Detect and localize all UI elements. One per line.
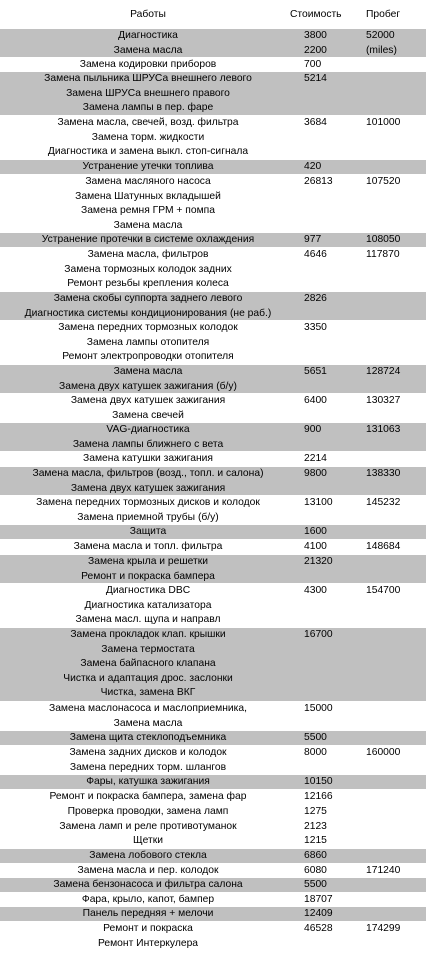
- mileage-cell: 148684: [366, 541, 401, 552]
- cost-cell: 5214: [304, 73, 327, 84]
- mileage-cell: 171240: [366, 865, 401, 876]
- mileage-cell: 145232: [366, 497, 401, 508]
- work-cell: Замена ремня ГРМ + помпа: [80, 205, 215, 217]
- cost-cell: 4646: [304, 249, 327, 260]
- row-line: [0, 893, 426, 908]
- cost-cell: 2123: [304, 821, 327, 832]
- row-line: [0, 834, 426, 849]
- work-cell: Замена задних дисков и колодок: [69, 747, 227, 758]
- header-cost: Стоимость: [290, 9, 342, 20]
- table-row: [0, 175, 426, 233]
- work-cell: Панель передняя + мелочи: [82, 908, 214, 919]
- table-row: [0, 922, 426, 950]
- work-cell: Замена Шатунных вкладышей: [75, 190, 221, 202]
- row-line: [0, 467, 426, 482]
- work-cell: Ремонт и покраска бампера: [81, 570, 215, 582]
- row-line: [0, 116, 426, 131]
- cost-cell: 5500: [304, 732, 327, 743]
- row-line: [0, 790, 426, 805]
- work-cell: Замена масла и топл. фильтра: [73, 541, 223, 552]
- work-cell: Ремонт и покраска бампера, замена фар: [49, 791, 247, 802]
- table-row: [0, 907, 426, 921]
- table-row: [0, 584, 426, 627]
- work-cell: Замена скобы суппорта заднего левого: [53, 293, 243, 304]
- table-row: [0, 834, 426, 848]
- row-line: [0, 878, 426, 893]
- row-line: [0, 937, 426, 952]
- cost-cell: 2200: [304, 44, 327, 56]
- work-cell: Ремонт электропроводки отопителя: [62, 351, 234, 363]
- work-cell: Замена тормозных колодок задних: [64, 263, 232, 275]
- row-line: [0, 58, 426, 73]
- work-cell: Замена передних торм. шлангов: [69, 761, 227, 773]
- table-row: [0, 423, 426, 451]
- row-line: [0, 131, 426, 146]
- row-line: [0, 307, 426, 322]
- table-row: [0, 805, 426, 819]
- row-line: [0, 775, 426, 790]
- row-line: [0, 72, 426, 87]
- row-line: [0, 922, 426, 937]
- row-line: [0, 160, 426, 175]
- mileage-cell: 130327: [366, 395, 401, 406]
- cost-cell: 1600: [304, 526, 327, 537]
- mileage-cell: 117870: [366, 249, 400, 260]
- cost-cell: 4300: [304, 585, 327, 596]
- work-cell: Диагностика и замена выкл. стоп-сигнала: [47, 146, 249, 158]
- work-cell: Замена масла и пер. колодок: [77, 865, 219, 876]
- row-line: [0, 336, 426, 351]
- row-line: [0, 380, 426, 395]
- work-cell: Замена бензонасоса и фильтра салона: [53, 879, 243, 890]
- work-cell: Ремонт Интеркулера: [97, 937, 199, 949]
- table-row: [0, 496, 426, 524]
- work-cell: Замена масла: [113, 44, 183, 56]
- work-cell: Замена ШРУСа внешнего правого: [66, 87, 230, 99]
- row-line: [0, 613, 426, 628]
- cost-cell: 15000: [304, 703, 333, 714]
- table-row: [0, 467, 426, 495]
- cost-cell: 900: [304, 424, 322, 435]
- mileage-cell: 101000: [366, 117, 401, 128]
- table-row: [0, 878, 426, 892]
- row-line: [0, 555, 426, 570]
- work-cell: Замена масла: [113, 366, 183, 377]
- row-line: [0, 702, 426, 717]
- cost-cell: 13100: [304, 497, 333, 508]
- cost-cell: 6080: [304, 865, 327, 876]
- work-cell: Замена лампы отопителя: [86, 336, 210, 348]
- row-line: [0, 849, 426, 864]
- work-cell: Замена масла: [113, 219, 183, 231]
- work-cell: Устранение протечки в системе охлаждения: [41, 234, 255, 245]
- mileage-cell: 138330: [366, 468, 401, 479]
- row-line: [0, 204, 426, 219]
- row-line: [0, 277, 426, 292]
- row-line: [0, 87, 426, 102]
- table-row: [0, 864, 426, 878]
- work-cell: Замена прокладок клап. крышки: [70, 629, 226, 640]
- cost-cell: 3800: [304, 30, 327, 41]
- row-line: [0, 657, 426, 672]
- cost-cell: 1215: [304, 835, 327, 846]
- work-cell: Замена масляного насоса: [85, 176, 211, 187]
- row-line: [0, 394, 426, 409]
- work-cell: Замена пыльника ШРУСа внешнего левого: [44, 73, 252, 84]
- table-row: [0, 233, 426, 247]
- row-line: [0, 321, 426, 336]
- work-cell: Замена кодировки приборов: [79, 59, 217, 70]
- work-cell: Замена приемной трубы (б/у): [77, 511, 219, 523]
- table-row: [0, 702, 426, 730]
- work-cell: Замена лампы в пер. фаре: [82, 102, 214, 114]
- table-row: [0, 790, 426, 804]
- table-row: [0, 116, 426, 159]
- work-cell: Чистка, замена ВКГ: [100, 687, 196, 699]
- row-line: [0, 570, 426, 585]
- cost-cell: 21320: [304, 556, 333, 567]
- mileage-cell: 107520: [366, 176, 401, 187]
- row-line: [0, 409, 426, 424]
- row-line: [0, 248, 426, 263]
- mileage-cell: 131063: [366, 424, 401, 435]
- header-mileage: Пробег: [366, 9, 401, 20]
- work-cell: Проверка проводки, замена ламп: [67, 806, 229, 817]
- row-line: [0, 746, 426, 761]
- cost-cell: 18707: [304, 894, 333, 905]
- work-cell: Замена двух катушек зажигания: [70, 395, 226, 406]
- work-cell: Диагностика катализатора: [84, 599, 212, 611]
- work-cell: VAG-диагностика: [106, 424, 190, 435]
- work-cell: Фары, катушка зажигания: [86, 776, 210, 787]
- row-line: [0, 820, 426, 835]
- row-line: [0, 233, 426, 248]
- table-row: [0, 365, 426, 393]
- mileage-cell: 154700: [366, 585, 401, 596]
- row-line: [0, 365, 426, 380]
- table-row: [0, 452, 426, 466]
- row-line: [0, 584, 426, 599]
- cost-cell: 2826: [304, 293, 327, 304]
- work-cell: Замена масл. щупа и направл: [75, 614, 221, 626]
- cost-cell: 3684: [304, 117, 327, 128]
- cost-cell: 12166: [304, 791, 333, 802]
- table-row: [0, 540, 426, 554]
- row-line: [0, 731, 426, 746]
- row-line: [0, 540, 426, 555]
- row-line: [0, 482, 426, 497]
- work-cell: Ремонт резьбы крепления колеса: [67, 278, 229, 290]
- row-line: [0, 907, 426, 922]
- row-line: [0, 496, 426, 511]
- table-row: [0, 893, 426, 907]
- mileage-cell: 108050: [366, 234, 401, 245]
- row-line: [0, 525, 426, 540]
- table-row: [0, 29, 426, 57]
- table-row: [0, 248, 426, 291]
- row-line: [0, 628, 426, 643]
- table-row: [0, 160, 426, 174]
- row-line: [0, 438, 426, 453]
- table-row: [0, 820, 426, 834]
- header-work: Работы: [130, 9, 166, 20]
- cost-cell: 1275: [304, 806, 327, 817]
- work-cell: Замена свечей: [112, 409, 184, 421]
- cost-cell: 6400: [304, 395, 327, 406]
- row-line: [0, 423, 426, 438]
- cost-cell: 16700: [304, 629, 333, 640]
- work-cell: Замена масла, свечей, возд. фильтра: [57, 117, 239, 128]
- cost-cell: 420: [304, 161, 322, 172]
- row-line: [0, 672, 426, 687]
- work-cell: Замена торм. жидкости: [91, 131, 205, 143]
- work-cell: Диагностика DBC: [105, 585, 191, 596]
- cost-cell: 10150: [304, 776, 333, 787]
- work-cell: Замена щита стеклоподъемника: [69, 732, 227, 743]
- cost-cell: 12409: [304, 908, 333, 919]
- work-cell: Чистка и адаптация дрос. заслонки: [63, 672, 233, 684]
- table-row: [0, 775, 426, 789]
- work-cell: Замена байпасного клапана: [80, 658, 216, 670]
- work-cell: Фара, крыло, капот, бампер: [81, 894, 215, 905]
- table-row: [0, 58, 426, 72]
- work-cell: Замена двух катушек зажигания (б/у): [59, 380, 237, 392]
- row-line: [0, 219, 426, 234]
- row-line: [0, 511, 426, 526]
- work-cell: Замена масла, фильтров (возд., топл. и салона): [32, 468, 264, 479]
- row-line: [0, 717, 426, 732]
- row-line: [0, 145, 426, 160]
- work-cell: Замена лобового стекла: [89, 850, 207, 861]
- header-row: [0, 8, 426, 23]
- row-line: [0, 805, 426, 820]
- table-row: [0, 321, 426, 364]
- work-cell: Щетки: [132, 835, 163, 846]
- row-line: [0, 29, 426, 44]
- cost-cell: 6860: [304, 850, 327, 861]
- work-cell: Замена передних тормозных колодок: [58, 322, 238, 333]
- mileage-cell: 128724: [366, 366, 401, 377]
- work-cell: Замена двух катушек зажигания: [70, 482, 226, 494]
- row-line: [0, 599, 426, 614]
- cost-cell: 700: [304, 59, 322, 70]
- cost-cell: 2214: [304, 453, 327, 464]
- row-line: [0, 175, 426, 190]
- table-row: [0, 525, 426, 539]
- table-row: [0, 731, 426, 745]
- work-cell: Замена масла, фильтров: [87, 249, 209, 260]
- work-cell: Устранение утечки топлива: [82, 161, 214, 172]
- table-row: [0, 292, 426, 320]
- mileage-cell: 174299: [366, 923, 401, 934]
- work-cell: Замена термостата: [101, 643, 195, 655]
- row-line: [0, 263, 426, 278]
- cost-cell: 46528: [304, 923, 333, 934]
- mileage-cell: 52000: [366, 30, 395, 41]
- table-row: [0, 72, 426, 115]
- mileage-cell: (miles): [366, 44, 397, 56]
- work-cell: Диагностика системы кондиционирования (не раб.): [24, 307, 272, 319]
- table-row: [0, 628, 426, 701]
- work-cell: Замена крыла и решетки: [88, 556, 208, 567]
- table-row: [0, 555, 426, 583]
- cost-cell: 4100: [304, 541, 327, 552]
- table-row: [0, 746, 426, 774]
- work-cell: Замена лампы ближнего с вета: [72, 438, 224, 450]
- mileage-cell: 160000: [366, 747, 401, 758]
- cost-cell: 5651: [304, 366, 327, 377]
- row-line: [0, 452, 426, 467]
- work-cell: Замена масла: [113, 717, 183, 729]
- row-line: [0, 761, 426, 776]
- cost-cell: 977: [304, 234, 322, 245]
- work-cell: Ремонт и покраска: [103, 923, 193, 934]
- work-cell: Диагностика: [118, 30, 178, 41]
- cost-cell: 9800: [304, 468, 327, 479]
- row-line: [0, 101, 426, 116]
- work-cell: Замена маслонасоса и маслоприемника,: [48, 703, 247, 714]
- row-line: [0, 643, 426, 658]
- row-line: [0, 350, 426, 365]
- row-line: [0, 864, 426, 879]
- cost-cell: 5500: [304, 879, 327, 890]
- row-line: [0, 44, 426, 59]
- row-line: [0, 190, 426, 205]
- work-cell: Замена ламп и реле противотуманок: [59, 821, 237, 832]
- table-row: [0, 849, 426, 863]
- cost-cell: 26813: [304, 176, 333, 187]
- row-line: [0, 292, 426, 307]
- table-row: [0, 394, 426, 422]
- cost-cell: 3350: [304, 322, 327, 333]
- row-line: [0, 686, 426, 701]
- work-cell: Замена катушки зажигания: [83, 453, 213, 464]
- work-cell: Защита: [129, 526, 167, 537]
- cost-cell: 8000: [304, 747, 327, 758]
- work-cell: Замена передних тормозных дисков и колодок: [36, 497, 260, 508]
